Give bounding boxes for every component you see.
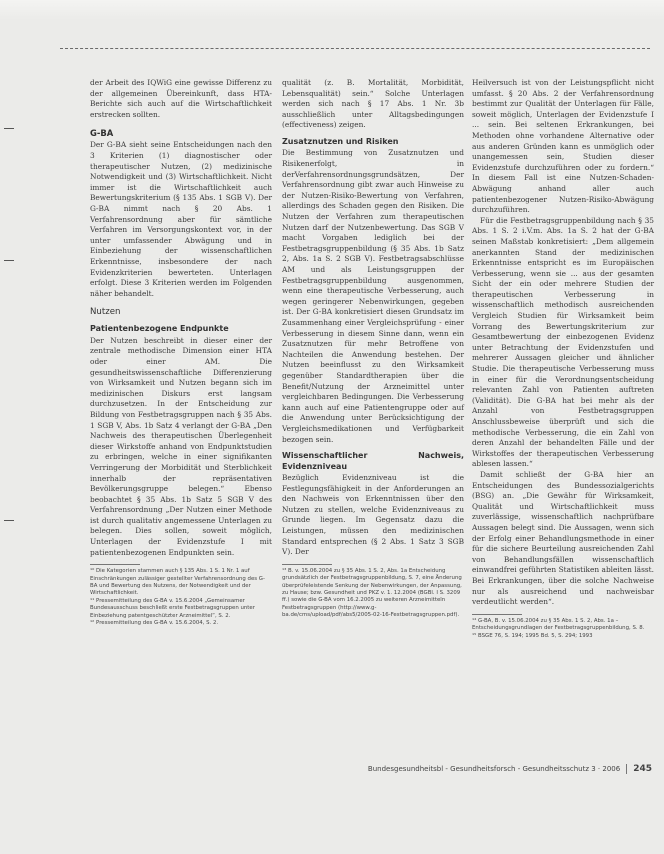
paragraph: Der Nutzen beschreibt in dieser einer der zentrale methodische Dimension einer HTA oder einer AM. Die gesundheitswissenschaftliche Differenzierung von Wirksamkeit und Nutzen begann sich im medizinischen Diskurs erst langsam durchzusetzen. In der Entscheidung zur Bildung von Festbetragsgruppen nach § 35 Abs. 1 SGB V, Abs. 1b Satz 4 verlangt der G-BA „Den Nachweis des therapeutischen Überlegenheit dieser Wirkstoffe anhand von Endpunktstudien zu erbringen, welche in einer signifikanten Verringerung der Morbidität und Sterblichkeit innerhalb der repräsentativen Bevölkerungsgruppe belegen.“ Ebenso beobachtet § 35 Abs. 1b Satz 5 SGB V des Verfahrensordnung „Der Nutzen einer Methode ist durch qualitativ angemessene Unterlagen zu belegen. Dies sollen, soweit möglich, Unterlagen der Evidenzstufe I mit patientenbezogenen Endpunkten sein.: [90, 335, 272, 557]
binding-mark: [4, 128, 14, 129]
footnote: ¹¹ Pressemitteilung des G-BA v. 15.6.2004 „Gemeinsamer Bundesausschuss beschließt erste Festbetragsgruppen unter Einbeziehung patentgeschützter Arzneimittel“, S. 2.: [90, 597, 255, 619]
footnote: ¹⁰ Die Kategorien stammen auch § 135 Abs. 1 S. 1 Nr. 1 auf Einschränkungen zulässiger gestellter Verfahrensordnung des G-BA und Bewertung des Nutzens, der Notwendigkeit und der Wirtschaftlichkeit.: [90, 568, 265, 597]
paragraph: der Arbeit des IQWiG eine gewisse Differenz zu der allgemeinen Übereinkunft, dass HTA-Berichte sich auch auf die Wirtschaftlichkeit erstrecken sollten.: [90, 78, 272, 119]
paragraph: Bezüglich Evidenzniveau ist die Festlegungsfähigkeit in der Anforderungen an den Nachweis von Erkenntnissen über den Nutzen zu stellen, welche Evidenzniveaus zu Grunde liegen. Im Gegensatz dazu die Leistungen, müssen den medizinischen Standard entsprechen (§ 2 Abs. 1 Satz 3 SGB V). Der: [282, 473, 464, 557]
footnote: ¹³ B. v. 15.06.2004 zu § 35 Abs. 1 S. 2, Abs. 1a Entscheidung grundsätzlich der Festbetragsgruppenbildung, S. 7, eine Änderung überprüfeleistende Senkung der Nebenwirkungen, der Anpassung, zu Hause; bzw. Gesundheit und PKZ v. 1. 12.2004 (BGBl. I S. 3209 ff.) sowie die G-BA vom 16.2.2005 zu weiteren Arzneimitteln Festbetragsgruppen (http://www.g-ba.de/cms/upload/pdf/abs5/2005-02-16-Festbetragsgruppen.pdf).: [282, 567, 462, 619]
section-heading: G-BA: [90, 128, 114, 139]
subsection-heading: Patientenbezogene Endpunkte: [90, 324, 229, 334]
section-heading: Nutzen: [90, 307, 121, 318]
column-2: [282, 78, 464, 620]
subsection-heading: Wissenschaftlicher Nachweis, Evidenzniveau: [282, 451, 464, 471]
header-dashed-rule: [60, 48, 650, 49]
paragraph: Heilversuch ist von der Leistungspflicht nicht umfasst. § 20 Abs. 2 der Verfahrensordnung bestimmt zur Qualität der Unterlagen für Fälle, soweit möglich, Unterlagen der Evidenzstufe I ... sein. Bei seltenen Erkrankungen, bei Methoden ohne vorhandene Alternative oder aus anderen Gründen kann es unmöglich oder unangemessen sein, Studien dieser Evidenzstufe durchzuführen oder zu fordern.“ In diesem Fall ist eine Nutzen-Schaden-Abwägung anhand aller auch patientenbezogener Nutzen-Risiko-Abwägung durchzuführen.: [472, 78, 654, 215]
binding-mark: [4, 260, 14, 261]
footnote-rule: [90, 564, 140, 565]
paragraph: Die Bestimmung von Zusatznutzen und Risikenerfolgt, in derVerfahrensordnungsgrundsätzen, Der Verfahrensordnung gibt zwar auch Hinweise zu der Nutzen-Risiko-Bewertung von Verfahren, allerdings des Schaden gegen den Risiken. Die Nutzen der Verfahren zum therapeutischen Nutzen darf der Nutzenbewertung. Das SGB V macht Vorgaben lediglich bei der Festbetragsgruppenbildung (§ 35 Abs. 1b Satz 2, Abs. 1a S. 2 SGB V). Festbetragsabschlüsse AM und als Leistungsgruppen der Festbetragsgruppenbildung ausgenommen, wenn eine therapeutische Verbesserung, auch wegen geringerer Nebenwirkungen, gegeben ist. Der G-BA konkretisiert diesen Grundsatz im Zusammenhang einer Vergleichsprüfung - einer Verbesserung in diesem Sinne dann, wenn ein Zusatznutzen für mehr Betroffene von Nachteilen die Anwendung bestehen. Der Nutzen beeinflusst zu den Wirksamkeit gegenüber Standardtherapien über die Benefit/Nutzung der Arzneimittel unter vergleichbaren Bedingungen. Die Verbesserung kann auch auf eine Patientengruppe oder auf die Anwendung unter Berücksichtigung der Vergleichsmedikationen und Verfügbarkeit bezogen sein.: [282, 148, 464, 444]
footnote: ¹⁵ BSGE 76, S. 194; 1995 Bd. 5, S. 294; 1993: [472, 632, 593, 639]
footnote: ¹⁴ G-BA, B. v. 15.06.2004 zu § 35 Abs. 1 S. 2, Abs. 1a – Entscheidungsgrundlagen der Festbetragsgruppenbildung, S. 8.: [472, 617, 645, 632]
footnote-rule: [472, 614, 522, 615]
paragraph: Der G-BA sieht seine Entscheidungen nach den 3 Kriterien (1) diagnostischer oder therapeutischer Nutzen, (2) medizinische Notwendigkeit und (3) Wirtschaftlichkeit. Nicht immer ist die Wirtschaftlichkeit auch Bewertungskriterium (§ 135 Abs. 1 SGB V). Der G-BA nimmt nach § 20 Abs. 1 Verfahrensordnung aber für sämtliche Verfahren im Versorgungskontext vor, in der unter umfassender Abwägung und in Einbeziehung der wissenschaftlichen Erkenntnisse, insbesondere der nach Evidenzkriterien bewerteten. Unterlagen erfolgt. Diese 3 Kriterien werden im Folgenden näher behandelt.: [90, 140, 272, 298]
paragraph: Damit schließt der G-BA hier an Entscheidungen des Bundessozialgerichts (BSG) an. „Die Gewähr für Wirksamkeit, Qualität und Wirtschaftlichkeit muss zuverlässige, wissenschaftlich nachprüfbare Aussagen belegt sind. Die Aussagen, wenn sich der Erfolg einer Behandlungsmethode in einer für die sichere Beurteilung ausreichenden Zahl von Behandlungsfällen wissenschaftlich einwandfrei geführten Statistiken ableiten lässt. Bei Erkrankungen, über die solche Nachweise nur als ausreichend und nachweisbar verdeutlicht werden“.: [472, 469, 654, 607]
column-3: [472, 78, 654, 640]
footnote: ¹² Pressemitteilung des G-BA v. 15.6.2004, S. 2.: [90, 620, 219, 627]
footnote-rule: [282, 564, 332, 565]
binding-mark: [4, 520, 14, 521]
subsection-heading: Zusatznutzen und Risiken: [282, 136, 399, 146]
journal-citation: Bundesgesundheitsbl - Gesundheitsforsch - Gesundheitsschutz 3 · 2006: [367, 765, 621, 773]
column-1: [90, 78, 272, 628]
page-footer: [300, 764, 652, 778]
paragraph: qualität (z. B. Mortalität, Morbidität, Lebensqualität) sein.“ Solche Unterlagen werden sich nach § 17 Abs. 1 Nr. 3b ausschließlich unter Alltagsbedingungen (effectiveness) zeigen.: [282, 78, 464, 130]
article-page: [60, 78, 652, 758]
scan-top-edge: [0, 0, 664, 20]
paragraph: Für die Festbetragsgruppenbildung nach § 35 Abs. 1 S. 2 i.V.m. Abs. 1a S. 2 hat der G-BA seinen Maßstab konkretisiert: „Dem allgemein anerkannten Stand der medizinischen Erkenntnisse entspricht es im Europäischen Verbesserung, wenn sie ... aus der gesamten Sicht der ein oder mehrere Studien der therapeutischen Verbesserung in wissenschaftlich methodisch ausreichenden Vergleich Studien für Wirksamkeit beim Vorrang des Bewertungskriterium zur Gesamtbewertung der einbezogenen Evidenz unter Betrachtung der Evidenzstufen und mehrerer Aussagen gleicher und ähnlicher Studie. Die therapeutische Verbesserung muss in einer für die Verordnungsentscheidung relevanten Zahl von Patienten auftreten (Validität). Die G-BA hat bei mehr als der Anzahl von Festbetragsgruppen Anschlussbeweise überprüft und sich die methodische Verbesserung, die ein Zahl von deren Anzahl der behandelten Fälle und der Wirkstoffes der therapeutischen Verbesserung ablesen lassen.“: [472, 215, 654, 469]
page-number: 245: [626, 764, 652, 774]
